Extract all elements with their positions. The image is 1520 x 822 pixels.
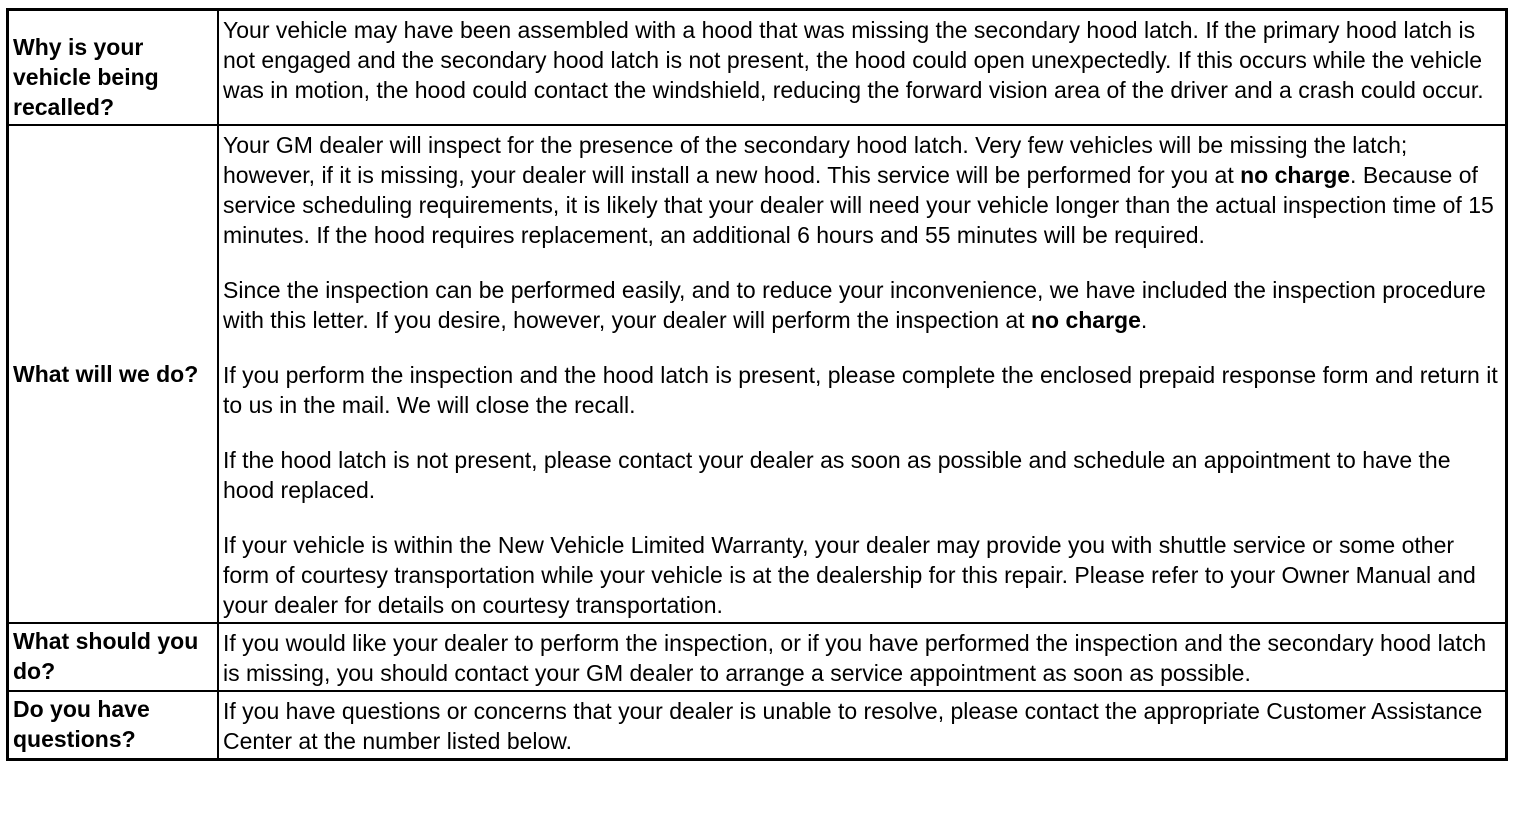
answer-paragraph: If you perform the inspection and the hood latch is present, please complete the enclosed prepaid response form and return it to us in the mail. We will close the recall. — [223, 362, 1498, 418]
question-cell: What will we do? — [8, 125, 219, 623]
answer-paragraph: If you would like your dealer to perform the inspection, or if you have performed the inspection and the secondary hood latch is missing, you should contact your GM dealer to arrange a service appointment as soon as possible. — [223, 630, 1487, 686]
answer-paragraph: Your GM dealer will inspect for the presence of the secondary hood latch. Very few vehicles will be missing the latch; however, if it is missing, your dealer will install a new hood. This service will be performed for you at no charge. Because of service scheduling requirements, it is likely that your dealer will need your vehicle longer than the actual inspection time of 15 minutes. If the hood requires replacement, an additional 6 hours and 55 minutes will be required. — [223, 132, 1494, 248]
answer-paragraph: If the hood latch is not present, please contact your dealer as soon as possible and schedule an appointment to have the hood replaced. — [223, 447, 1451, 503]
question-cell: What should you do? — [8, 623, 219, 691]
answer-cell — [218, 10, 1507, 126]
answer-paragraph: If your vehicle is within the New Vehicle Limited Warranty, your dealer may provide you with shuttle service or some other form of courtesy transportation while your vehicle is at the dealership for this repair. Please refer to your Owner Manual and your dealer for details on courtesy transportation. — [223, 532, 1476, 618]
answer-paragraph: Your vehicle may have been assembled with a hood that was missing the secondary hood latch. If the primary hood latch is not engaged and the secondary hood latch is not present, the hood could open unexpectedly. If this occurs while the vehicle was in motion, the hood could contact the windshield, reducing the forward vision area of the driver and a crash could occur. — [223, 17, 1484, 103]
question-cell: Do you have questions? — [8, 691, 219, 760]
table-row-what-will-we-do — [8, 125, 1507, 623]
answer-cell — [218, 125, 1507, 623]
answer-cell — [218, 691, 1507, 760]
table-row-questions — [8, 691, 1507, 760]
emphasis-text: no charge — [1240, 162, 1351, 188]
table-row-why-recalled — [8, 10, 1507, 126]
emphasis-text: no charge — [1030, 307, 1141, 333]
answer-paragraph: Since the inspection can be performed easily, and to reduce your inconvenience, we have included the inspection procedure with this letter. If you desire, however, your dealer will perform the inspection at no charge. — [223, 277, 1486, 333]
answer-paragraph: If you have questions or concerns that your dealer is unable to resolve, please contact the appropriate Customer Assistance Center at the number listed below. — [223, 698, 1483, 754]
table-row-what-should-you-do — [8, 623, 1507, 691]
recall-info-table — [6, 8, 1508, 761]
question-cell: Why is your vehicle being recalled? — [8, 10, 219, 126]
answer-cell — [218, 623, 1507, 691]
